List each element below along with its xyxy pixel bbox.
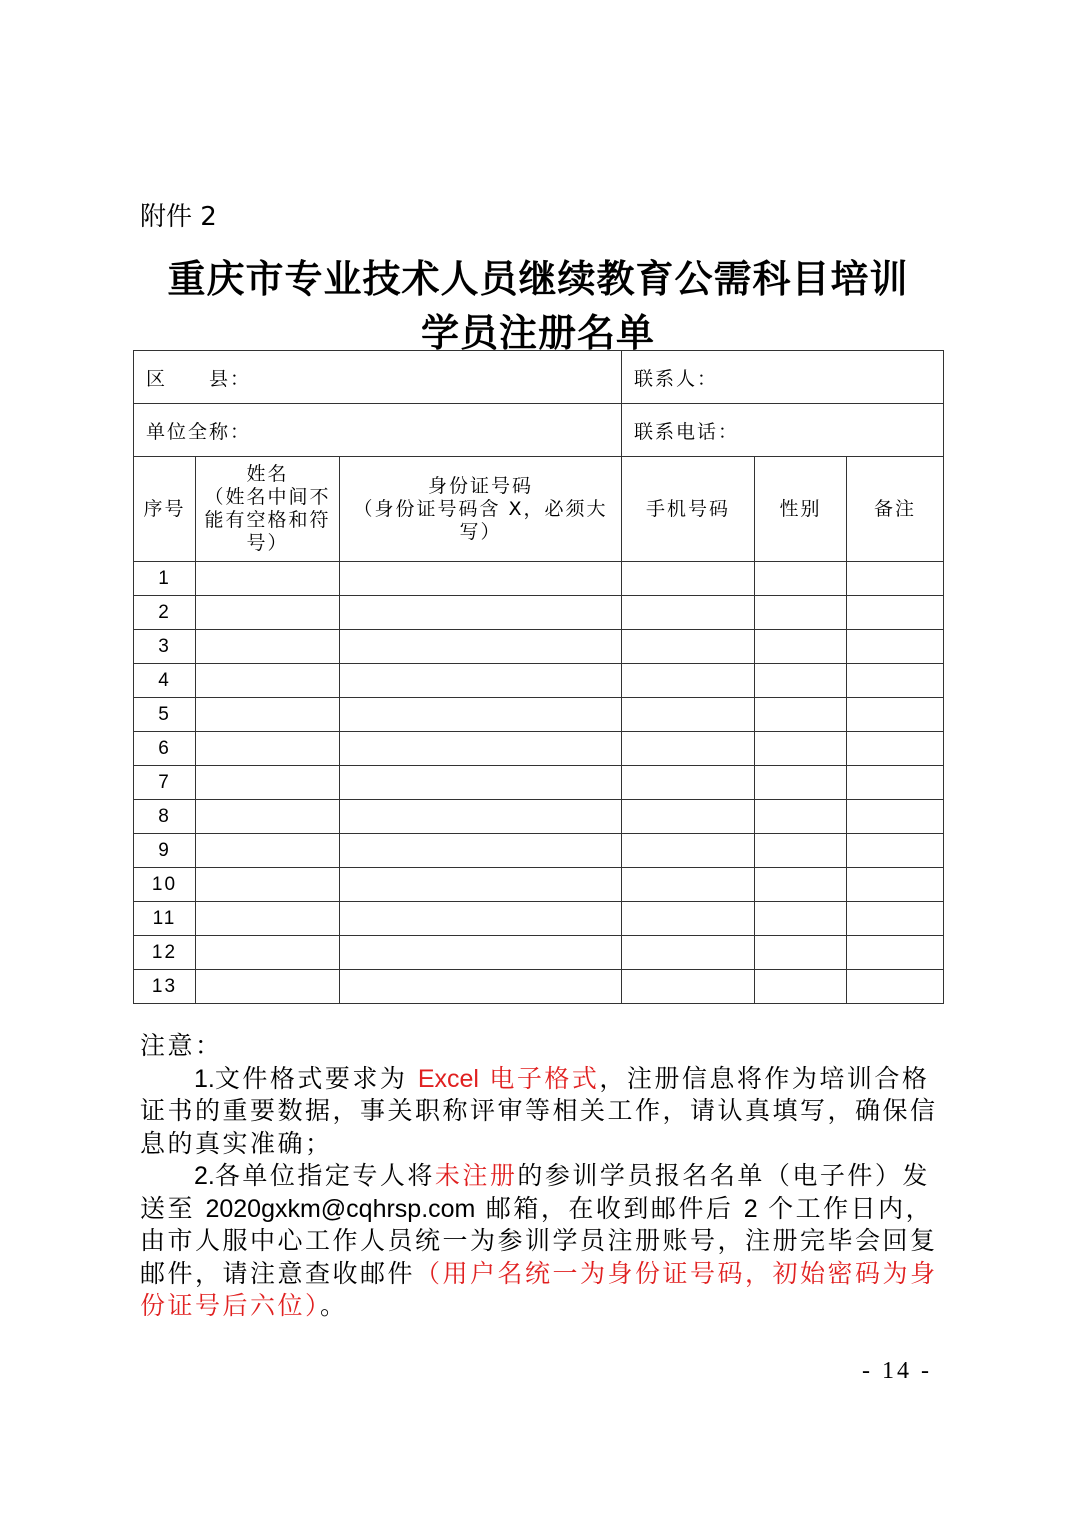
row-number: 10 xyxy=(134,868,196,902)
mobile-cell[interactable] xyxy=(622,596,755,630)
notes-section xyxy=(140,1030,940,1323)
row-number: 11 xyxy=(134,902,196,936)
table-row xyxy=(134,732,944,766)
remark-cell[interactable] xyxy=(847,800,944,834)
mobile-cell[interactable] xyxy=(622,834,755,868)
note-2-end: 。 xyxy=(320,1291,348,1320)
row-number: 8 xyxy=(134,800,196,834)
table-row xyxy=(134,868,944,902)
gender-cell[interactable] xyxy=(755,698,847,732)
header-gender: 性别 xyxy=(755,457,847,562)
header-row xyxy=(134,457,944,562)
remark-cell[interactable] xyxy=(847,834,944,868)
row-number: 1 xyxy=(134,562,196,596)
note-1-text-b: ，注册信息将作为培训合格证书的重要数据，事关职称评审等相关工作，请认真填写，确保信息的真实准确； xyxy=(140,1063,938,1158)
id-cell[interactable] xyxy=(340,766,622,800)
data-rows xyxy=(134,562,944,1004)
district-label: 区 县： xyxy=(146,367,252,390)
note-2-red-a: 未注册 xyxy=(434,1161,518,1190)
id-cell[interactable] xyxy=(340,800,622,834)
gender-cell[interactable] xyxy=(755,562,847,596)
note-item-1 xyxy=(140,1063,940,1161)
header-name-title: 姓名 xyxy=(246,463,289,485)
row-number: 5 xyxy=(134,698,196,732)
note-2-prefix: 2. xyxy=(194,1162,215,1190)
name-cell[interactable] xyxy=(196,664,340,698)
note-1-text-a: 文件格式要求为 xyxy=(214,1063,418,1093)
note-1-prefix: 1. xyxy=(194,1064,215,1093)
name-cell[interactable] xyxy=(196,902,340,936)
remark-cell[interactable] xyxy=(847,698,944,732)
header-seq: 序号 xyxy=(134,457,196,562)
row-number: 6 xyxy=(134,732,196,766)
mobile-cell[interactable] xyxy=(622,732,755,766)
gender-cell[interactable] xyxy=(755,766,847,800)
note-2-text-c: 邮箱，在收到邮件后 xyxy=(475,1193,744,1223)
remark-cell[interactable] xyxy=(847,936,944,970)
header-name xyxy=(196,457,340,562)
note-2-text-a: 各单位指定专人将 xyxy=(214,1161,435,1190)
remark-cell[interactable] xyxy=(847,596,944,630)
mobile-cell[interactable] xyxy=(622,630,755,664)
row-number: 12 xyxy=(134,936,196,970)
name-cell[interactable] xyxy=(196,630,340,664)
id-cell[interactable] xyxy=(340,970,622,1004)
name-cell[interactable] xyxy=(196,936,340,970)
district-row xyxy=(134,351,944,404)
note-1-excel: Excel xyxy=(417,1064,479,1093)
row-number: 13 xyxy=(134,970,196,1004)
table-row xyxy=(134,800,944,834)
remark-cell[interactable] xyxy=(847,562,944,596)
id-cell[interactable] xyxy=(340,630,622,664)
gender-cell[interactable] xyxy=(755,970,847,1004)
mobile-cell[interactable] xyxy=(622,766,755,800)
row-number: 3 xyxy=(134,630,196,664)
gender-cell[interactable] xyxy=(755,800,847,834)
gender-cell[interactable] xyxy=(755,936,847,970)
mobile-cell[interactable] xyxy=(622,936,755,970)
name-cell[interactable] xyxy=(196,698,340,732)
header-mobile: 手机号码 xyxy=(622,457,755,562)
gender-cell[interactable] xyxy=(755,834,847,868)
mobile-cell[interactable] xyxy=(622,970,755,1004)
document-title-line-2: 学员注册名单 xyxy=(420,311,655,355)
header-name-note: （姓名中间不能有空格和符号） xyxy=(204,486,331,554)
header-id-title: 身份证号码 xyxy=(428,474,534,497)
remark-cell[interactable] xyxy=(847,732,944,766)
id-cell[interactable] xyxy=(340,868,622,902)
gender-cell[interactable] xyxy=(755,868,847,902)
unit-label: 单位全称： xyxy=(146,420,252,443)
table-row xyxy=(134,596,944,630)
row-number: 2 xyxy=(134,596,196,630)
gender-cell[interactable] xyxy=(755,732,847,766)
mobile-cell[interactable] xyxy=(622,800,755,834)
remark-cell[interactable] xyxy=(847,868,944,902)
id-cell[interactable] xyxy=(340,834,622,868)
name-cell[interactable] xyxy=(196,562,340,596)
id-cell[interactable] xyxy=(340,596,622,630)
unit-row xyxy=(134,404,944,457)
note-2-text-b: 的参训学员报名名单（电子件）发送至 xyxy=(140,1161,930,1223)
attachment-label: 附件 2 xyxy=(140,202,217,232)
note-2-email[interactable]: 2020gxkm@cqhrsp.com xyxy=(205,1194,476,1223)
gender-cell[interactable] xyxy=(755,902,847,936)
note-2-days: 2 xyxy=(743,1194,758,1223)
row-number: 7 xyxy=(134,766,196,800)
table-row xyxy=(134,766,944,800)
phone-label: 联系电话： xyxy=(634,420,740,443)
header-id xyxy=(340,457,622,562)
document-title-line-1: 重庆市专业技术人员继续教育公需科目培训 xyxy=(167,257,909,301)
mobile-cell[interactable] xyxy=(622,868,755,902)
name-cell[interactable] xyxy=(196,834,340,868)
mobile-cell[interactable] xyxy=(622,902,755,936)
name-cell[interactable] xyxy=(196,732,340,766)
id-cell[interactable] xyxy=(340,902,622,936)
note-2-red-b: （用户名统一为身份证号码，初始密码为身份证号后六位） xyxy=(140,1258,938,1320)
table-row xyxy=(134,630,944,664)
note-1-red-tail: 电子格式 xyxy=(478,1063,600,1093)
note-2-text-d: 个工作日内，由市人服中心工作人员统一为参训学员注册账号，注册完毕会回复邮件，请注意查收邮件 xyxy=(140,1193,938,1288)
page-number: - 14 - xyxy=(862,1358,932,1384)
contact-label: 联系人： xyxy=(634,367,719,390)
name-cell[interactable] xyxy=(196,868,340,902)
id-cell[interactable] xyxy=(340,698,622,732)
id-cell[interactable] xyxy=(340,562,622,596)
header-id-note: （身份证号码含 X，必须大写） xyxy=(353,497,608,543)
remark-cell[interactable] xyxy=(847,630,944,664)
id-cell[interactable] xyxy=(340,664,622,698)
table-row xyxy=(134,562,944,596)
registration-form-table xyxy=(133,350,944,1004)
contact-field[interactable] xyxy=(622,351,944,404)
remark-cell[interactable] xyxy=(847,970,944,1004)
id-cell[interactable] xyxy=(340,732,622,766)
table-row xyxy=(134,834,944,868)
table-row xyxy=(134,936,944,970)
table-row xyxy=(134,902,944,936)
table-row xyxy=(134,664,944,698)
row-number: 9 xyxy=(134,834,196,868)
notes-heading: 注意： xyxy=(140,1031,223,1060)
row-number: 4 xyxy=(134,664,196,698)
header-remark: 备注 xyxy=(847,457,944,562)
gender-cell[interactable] xyxy=(755,630,847,664)
note-item-2 xyxy=(140,1160,940,1323)
mobile-cell[interactable] xyxy=(622,698,755,732)
remark-cell[interactable] xyxy=(847,766,944,800)
name-cell[interactable] xyxy=(196,970,340,1004)
mobile-cell[interactable] xyxy=(622,664,755,698)
district-field[interactable] xyxy=(134,351,622,404)
mobile-cell[interactable] xyxy=(622,562,755,596)
name-cell[interactable] xyxy=(196,800,340,834)
name-cell[interactable] xyxy=(196,596,340,630)
table-row xyxy=(134,970,944,1004)
table-row xyxy=(134,698,944,732)
gender-cell[interactable] xyxy=(755,596,847,630)
remark-cell[interactable] xyxy=(847,902,944,936)
phone-field[interactable] xyxy=(622,404,944,457)
name-cell[interactable] xyxy=(196,766,340,800)
unit-field[interactable] xyxy=(134,404,622,457)
gender-cell[interactable] xyxy=(755,664,847,698)
id-cell[interactable] xyxy=(340,936,622,970)
remark-cell[interactable] xyxy=(847,664,944,698)
